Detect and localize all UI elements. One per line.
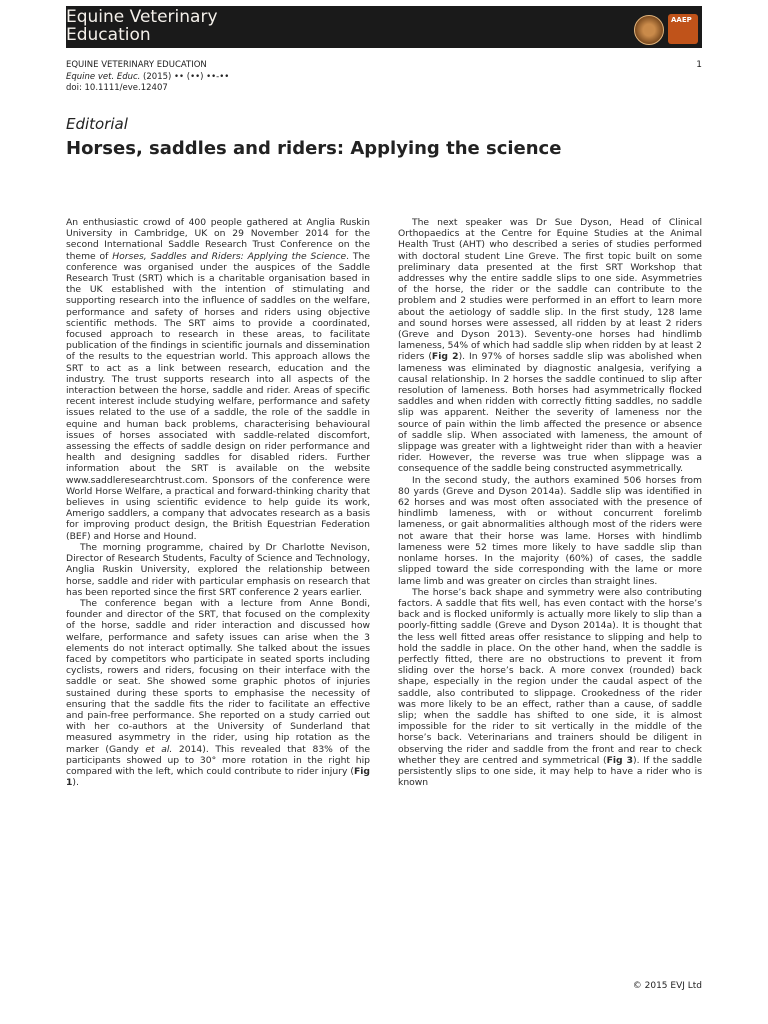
body-column-right xyxy=(398,217,702,953)
doi[interactable]: doi: 10.1111/eve.12407 xyxy=(66,83,168,93)
citation-block xyxy=(66,60,229,95)
page-number: 1 xyxy=(696,60,702,70)
journal-name xyxy=(66,8,218,44)
paragraph: In the second study, the authors examined 506 horses from 80 yards (Greve and Dyson 2014a). Saddle slip was identified in 62 horses and was most often associated with the presence of hindlimb lameness, with or without concurrent forelimb lameness, or gait abnormalities although most of the riders were not aware that their horse was lame. Horses with hindlimb lameness were 52 times more likely to have saddle slip than nonlame horses. In the majority (60%) of cases, the saddle slipped toward the side corresponding with the lame or more lame limb and was greater on circles than straight lines. xyxy=(398,474,702,587)
paragraph: The morning programme, chaired by Dr Charlotte Nevison, Director of Research Students, Faculty of Science and Technology, Anglia Ruskin University, explored the relationship between horse, saddle and rider with particular emphasis on research that has been reported since the first SRT conference 2 years earlier. xyxy=(66,541,370,598)
journal-name-line1: Equine Veterinary xyxy=(66,7,218,27)
bevs-seal-icon xyxy=(634,15,664,45)
copyright: © 2015 EVJ Ltd xyxy=(632,981,702,991)
figure-ref[interactable]: Fig 2 xyxy=(431,351,459,363)
paragraph: The conference began with a lecture from Anne Bondi, founder and director of the SRT, that focused on the complexity of the horse, saddle and rider interaction and discussed how welfare, performance and safety issues can arise when the 3 elements do not interact optimally. She talked about the issues faced by competitors who participate in seated sports including cyclists, rowers and riders, focusing on their interface with the saddle or seat. She showed some graphic photos of injuries sustained during these sports to emphasise the necessity of ensuring that the saddle fits the rider to facilitate an effective and pain-free performance. She reported on a study carried out with her co-authors at the University of Sunderland that measured asymmetry in the rider, using hip rotation as the marker (Gandy et al. 2014). This revealed that 83% of the participants showed up to 30° more rotation in the right hip compared with the left, which could contribute to rider injury (Fig 1). xyxy=(66,597,370,789)
aaep-logo-text: AAEP xyxy=(671,16,692,24)
citation-rest: (2015) •• (••) ••-•• xyxy=(140,71,230,82)
paragraph: The next speaker was Dr Sue Dyson, Head of Clinical Orthopaedics at the Centre for Equine Studies at the Animal Health Trust (AHT) who described a series of studies performed with doctoral student Line Greve. The first topic built on some preliminary data presented at the first SRT Workshop that addresses why the entire saddle slips to one side. Asymmetries of the horse, the rider or the saddle can contribute to the problem and 2 studies were performed in an effort to learn more about the aetiology of saddle slip. In the first study, 128 lame and sound horses were assessed, all ridden by at least 2 riders (Greve and Dyson 2013). Seventy-one horses had hindlimb lameness, 54% of which had saddle slip when ridden by at least 2 riders (Fig 2). In 97% of horses saddle slip was abolished when lameness was eliminated by diagnostic analgesia, verifying a causal relationship. In 2 horses the saddle continued to slip after resolution of lameness. Both horses had asymmetrically flocked saddles and when ridden with correctly fitting saddles, no saddle slip was apparent. Neither the severity of lameness nor the source of pain within the limb affected the presence or absence of saddle slip. When associated with lameness, the amount of slippage was greater with a lightweight rider than with a heavier rider. However, the reverse was true when slippage was a consequence of the saddle being constructed asymmetrically. xyxy=(398,217,702,475)
section-label: Editorial xyxy=(66,115,128,133)
article-title: Horses, saddles and riders: Applying the science xyxy=(66,138,562,159)
citation-abbrev: Equine vet. Educ. xyxy=(66,71,141,82)
journal-label: EQUINE VETERINARY EDUCATION xyxy=(66,60,207,70)
figure-ref[interactable]: Fig 1 xyxy=(66,765,370,789)
figure-ref[interactable]: Fig 3 xyxy=(606,754,633,766)
paragraph: An enthusiastic crowd of 400 people gathered at Anglia Ruskin University in Cambridge, UK on 29 November 2014 for the second International Saddle Research Trust Conference on the theme of Horses, Saddles and Riders: Applying the Science. The conference was organised under the auspices of the Saddle Research Trust (SRT) which is a charitable organisation based in the UK established with the intention of stimulating and supporting research into the influence of saddles on the welfare, performance and safety of horses and riders using objective scientific methods. The SRT aims to provide a coordinated, focused approach to research in these areas, to facilitate publication of the findings in scientific journals and dissemination of the results to the equestrian world. This approach allows the SRT to act as a link between research, education and the industry. The trust supports research into all aspects of the interaction between the horse, saddle and rider. Areas of specific recent interest include studying welfare, performance and safety issues related to the use of a saddle, the role of the saddle in equine and human back problems, characterising behavioural issues of horses associated with saddle-related discomfort, assessing the effects of saddle design on rider performance and health and designing saddles for disabled riders. Further information about the SRT is available on the website www.saddleresearchtrust.com. Sponsors of the conference were World Horse Welfare, a practical and forward-thinking charity that believes in using scientific evidence to help guide its work, Amerigo saddlers, a company that advocates research as a basis for improving product design, the British Equestrian Federation (BEF) and Horse and Hound. xyxy=(66,217,370,542)
journal-name-line2: Education xyxy=(66,25,151,45)
body-column-left xyxy=(66,217,370,953)
journal-banner xyxy=(66,6,702,48)
paragraph: The horse’s back shape and symmetry were also contributing factors. A saddle that fits well, has even contact with the horse’s back and is flocked uniformly is actually more likely to slip than a poorly-fitting saddle (Greve and Dyson 2014a). It is thought that the less well fitted areas offer resistance to slipping and help to hold the saddle in place. On the other hand, when the saddle is perfectly fitted, there are no obstructions to prevent it from sliding over the horse’s back. A more convex (rounded) back shape, especially in the region under the caudal aspect of the saddle, also contributed to slippage. Crookedness of the rider was more likely to be an effect, rather than a cause, of saddle slip; when the saddle has shifted to one side, it is almost impossible for the rider to sit vertically in the middle of the horse’s back. Veterinarians and trainers should be diligent in observing the rider and saddle from the front and rear to check whether they are centred and symmetrical (Fig 3). If the saddle persistently slips to one side, it may help to have a rider who is known xyxy=(398,586,702,789)
citation-line xyxy=(66,72,229,84)
aaep-logo-icon xyxy=(668,14,698,44)
